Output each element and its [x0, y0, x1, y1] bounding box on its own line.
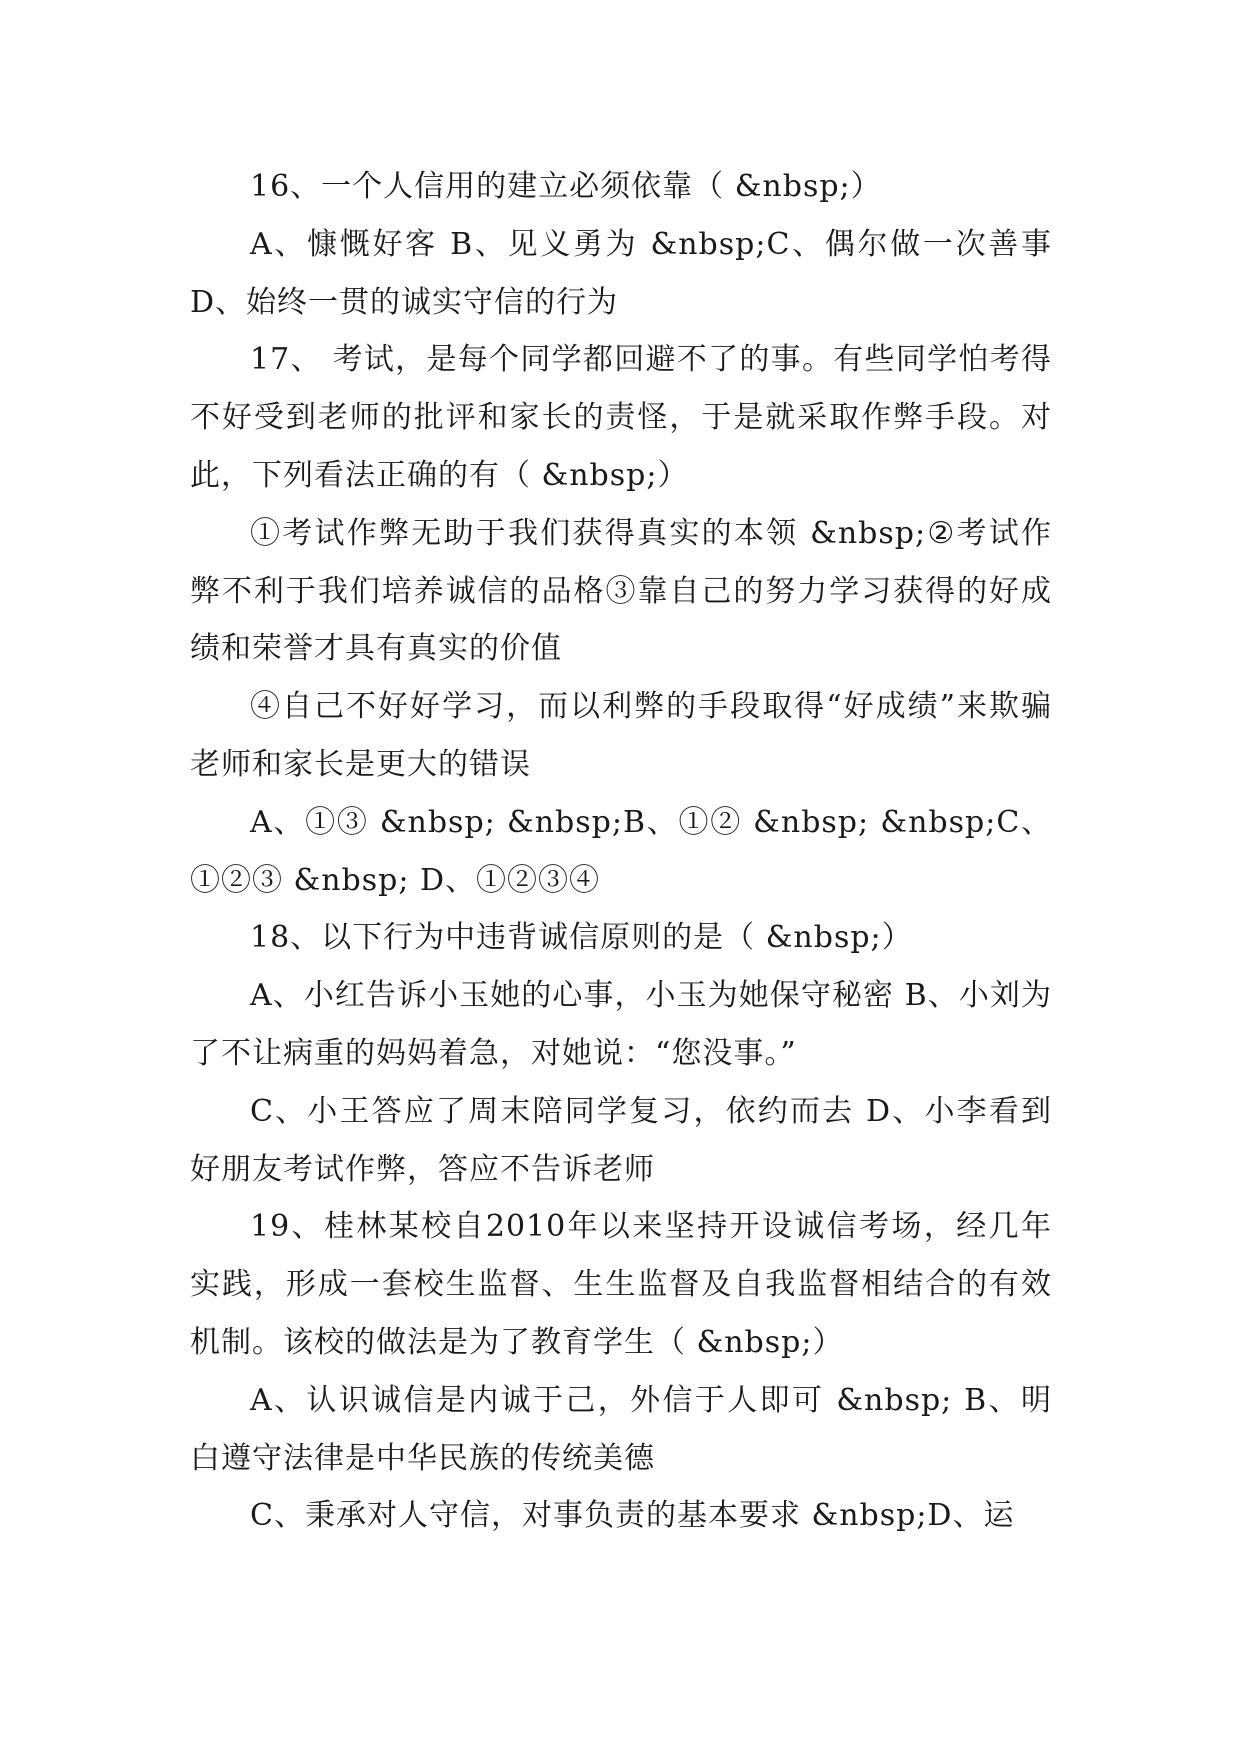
question-16-stem: 16、一个人信用的建立必须依靠（ &nbsp;）	[250, 169, 882, 204]
question-17-statement-4: ④自己不好好学习，而以利弊的手段取得“好成绩”来欺骗老师和家长是更大的错误	[190, 689, 1052, 782]
document-body	[190, 158, 1052, 1545]
question-18-stem: 18、以下行为中违背诚信原则的是（ &nbsp;）	[250, 920, 913, 956]
question-16-options: A、慷慨好客 B、见义勇为 &nbsp;C、偶尔做一次善事 D、始终一贯的诚实守信的行为	[190, 226, 1052, 320]
question-18-options-cd: C、小王答应了周末陪同学复习，依约而去 D、小李看到好朋友考试作弊，答应不告诉老师	[190, 1093, 1052, 1187]
question-17-options: A、①③ &nbsp; &nbsp;B、①② &nbsp; &nbsp;C、①②③ &nbsp; D、①②③④	[190, 804, 1052, 898]
question-19-stem: 19、桂林某校自2010年以来坚持开设诚信考场，经几年实践，形成一套校生监督、生生监督及自我监督相结合的有效机制。该校的做法是为了教育学生（ &nbsp;）	[190, 1209, 1052, 1360]
question-17-statements-1-3: ①考试作弊无助于我们获得真实的本领 &nbsp;②考试作弊不利于我们培养诚信的品格③靠自己的努力学习获得的好成绩和荣誉才具有真实的价值	[190, 515, 1052, 667]
question-19-options-cd: C、秉承对人守信，对事负责的基本要求 &nbsp;D、运	[250, 1498, 1015, 1534]
question-19-options-ab: A、认识诚信是内诚于己，外信于人即可 &nbsp; B、明白遵守法律是中华民族的传统美德	[190, 1382, 1052, 1476]
question-17-stem: 17、 考试，是每个同学都回避不了的事。有些同学怕考得不好受到老师的批评和家长的责怪，于是就采取作弊手段。对此，下列看法正确的有（ &nbsp;）	[190, 342, 1052, 493]
question-18-options-ab: A、小红告诉小玉她的心事，小玉为她保守秘密 B、小刘为了不让病重的妈妈着急，对她说：“您没事。”	[190, 978, 1052, 1071]
